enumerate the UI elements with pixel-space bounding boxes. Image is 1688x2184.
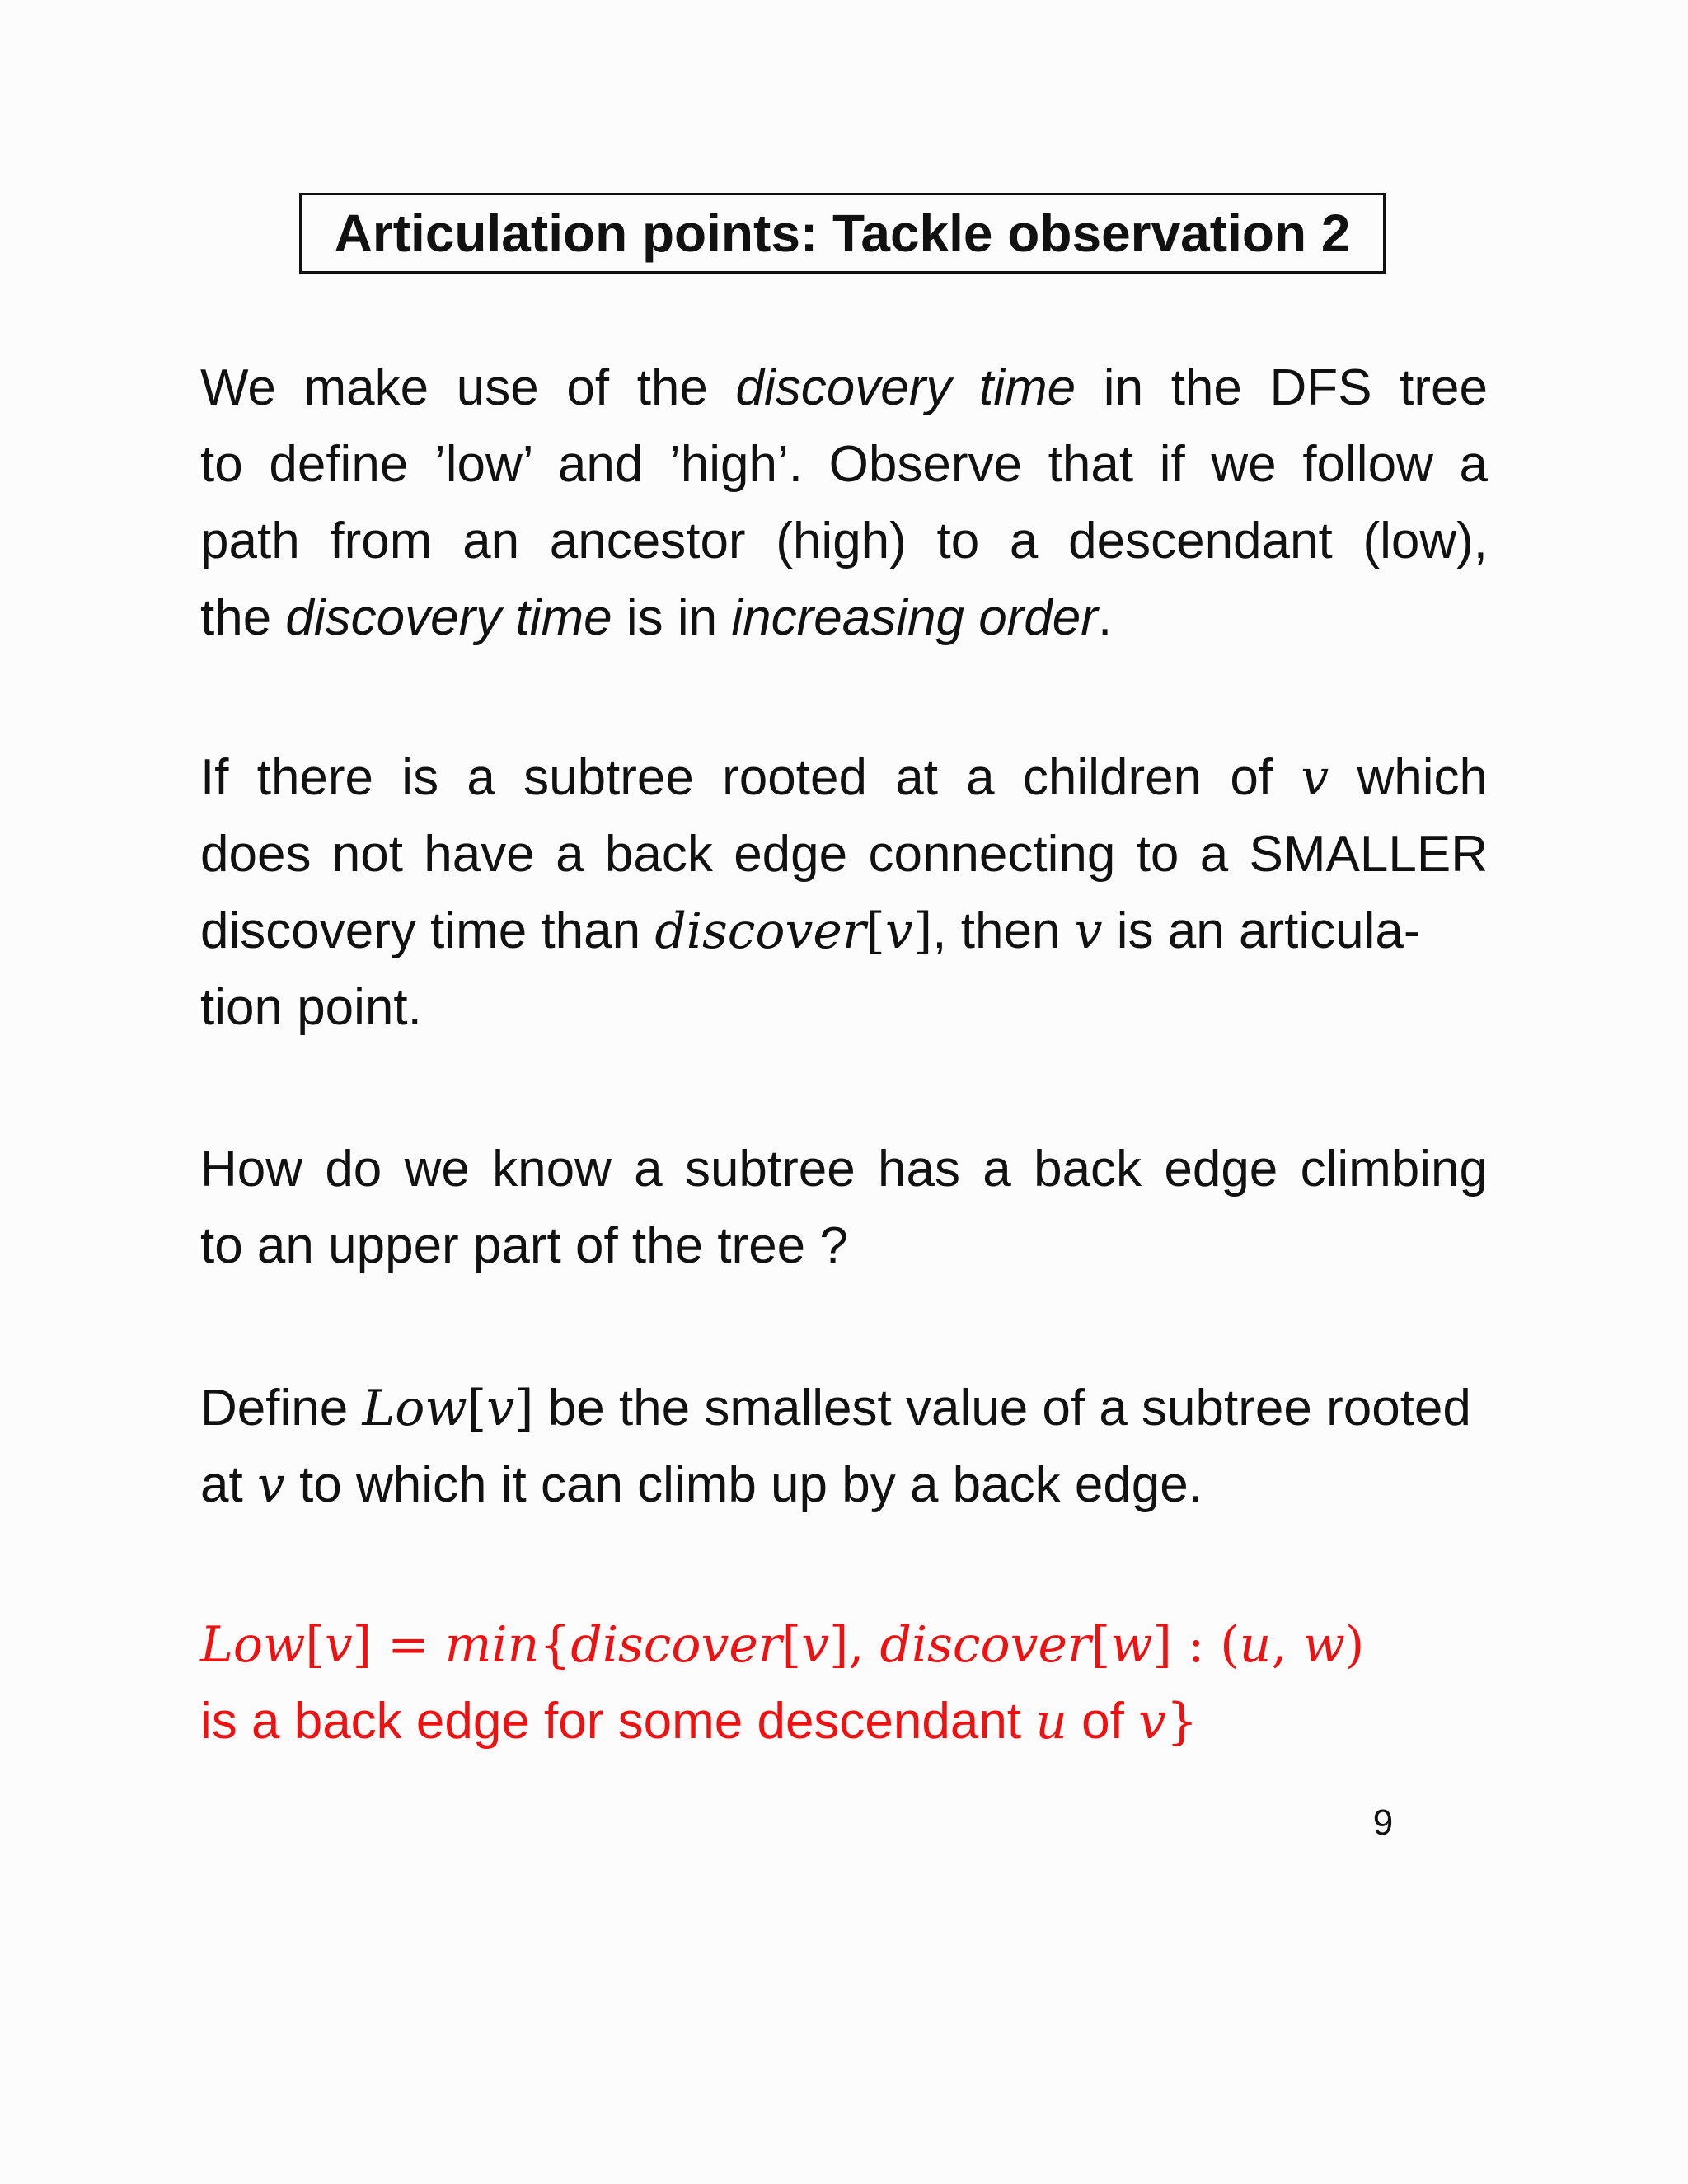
text-run: at <box>200 1456 257 1513</box>
formula-line <box>200 1606 1488 1683</box>
paragraph-line: to define ’low’ and ’high’. Observe that if we follow a <box>200 436 1488 493</box>
math-symbol: [ <box>865 902 885 960</box>
math-symbol: [ <box>467 1380 487 1437</box>
math-var: discover <box>570 1616 782 1674</box>
text-run: is an articula- <box>1102 902 1421 959</box>
page-number: 9 <box>1372 1802 1394 1843</box>
math-var: w <box>1110 1616 1153 1674</box>
math-var: v <box>486 1380 515 1437</box>
math-symbol: { <box>539 1616 571 1674</box>
math-symbol: } <box>1166 1693 1198 1750</box>
text-run: to which it can climb up by a back edge. <box>284 1456 1203 1513</box>
title-box <box>299 193 1386 274</box>
math-var: u <box>1239 1616 1272 1674</box>
math-symbol: ) <box>1344 1616 1365 1674</box>
paragraph-line: tion point. <box>200 979 422 1036</box>
paragraph-line: How do we know a subtree has a back edge climbing <box>200 1141 1488 1197</box>
emphasis-text: discovery time <box>735 359 1076 416</box>
text-run: is a back edge for some descendant <box>200 1693 1036 1750</box>
math-var: v <box>256 1456 285 1514</box>
paragraph-line: does not have a back edge connecting to a SMALLER <box>200 826 1488 883</box>
slide-title: Articulation points: Tackle observation 2 <box>334 204 1351 263</box>
emphasis-text: discovery time <box>285 589 612 646</box>
text-run: . <box>1097 589 1113 646</box>
text-run: is in <box>612 589 732 646</box>
math-var: min <box>444 1616 540 1674</box>
text-run: Define <box>200 1380 363 1436</box>
math-var: Low <box>200 1616 306 1674</box>
text-run: be the smallest value of a subtree rooted <box>533 1380 1471 1436</box>
paragraph-line <box>200 1446 1488 1523</box>
math-var: v <box>1074 902 1103 960</box>
math-symbol: , <box>1271 1616 1303 1674</box>
text-run: discovery time than <box>200 902 655 959</box>
math-symbol: [ <box>305 1616 325 1674</box>
math-var: v <box>324 1616 353 1674</box>
paragraph-line <box>200 893 1488 969</box>
text-run: which <box>1329 749 1488 806</box>
math-var: Low <box>362 1380 467 1437</box>
math-var: discover <box>654 902 866 960</box>
paragraph-low-definition <box>200 1370 1488 1523</box>
math-symbol: ] <box>514 1380 534 1437</box>
emphasis-text: increasing order <box>731 589 1098 646</box>
math-symbol: [ <box>1090 1616 1111 1674</box>
text-run: We make use of the <box>200 359 736 416</box>
formula-line <box>200 1683 1488 1760</box>
math-symbol: ] <box>912 902 933 960</box>
text-run: the <box>200 589 286 646</box>
paragraph-subtree-condition <box>200 739 1488 1046</box>
paragraph-line <box>200 349 1488 426</box>
low-formula <box>200 1606 1488 1760</box>
paragraph-line: path from an ancestor (high) to a descendant (low), <box>200 513 1488 569</box>
paragraph-line <box>200 579 1488 656</box>
text-run: If there is a subtree rooted at a children of <box>200 749 1301 806</box>
math-var: discover <box>879 1616 1091 1674</box>
paragraph-line: to an upper part of the tree ? <box>200 1217 848 1274</box>
math-symbol: ] = <box>352 1616 445 1674</box>
paragraph-discovery-time <box>200 349 1488 656</box>
math-var: v <box>801 1616 829 1674</box>
paragraph-question <box>200 1131 1488 1284</box>
math-var: u <box>1035 1693 1067 1750</box>
math-var: v <box>884 902 913 960</box>
text-run: , then <box>932 902 1075 959</box>
paragraph-line <box>200 739 1488 816</box>
paragraph-line <box>200 1370 1488 1446</box>
math-var: v <box>1138 1693 1167 1750</box>
math-symbol: ], <box>828 1616 880 1674</box>
text-run: of <box>1067 1693 1139 1750</box>
math-var: v <box>1301 749 1329 807</box>
math-symbol: ] : ( <box>1152 1616 1240 1674</box>
math-var: w <box>1302 1616 1345 1674</box>
math-symbol: [ <box>781 1616 802 1674</box>
text-run: in the DFS tree <box>1076 359 1488 416</box>
